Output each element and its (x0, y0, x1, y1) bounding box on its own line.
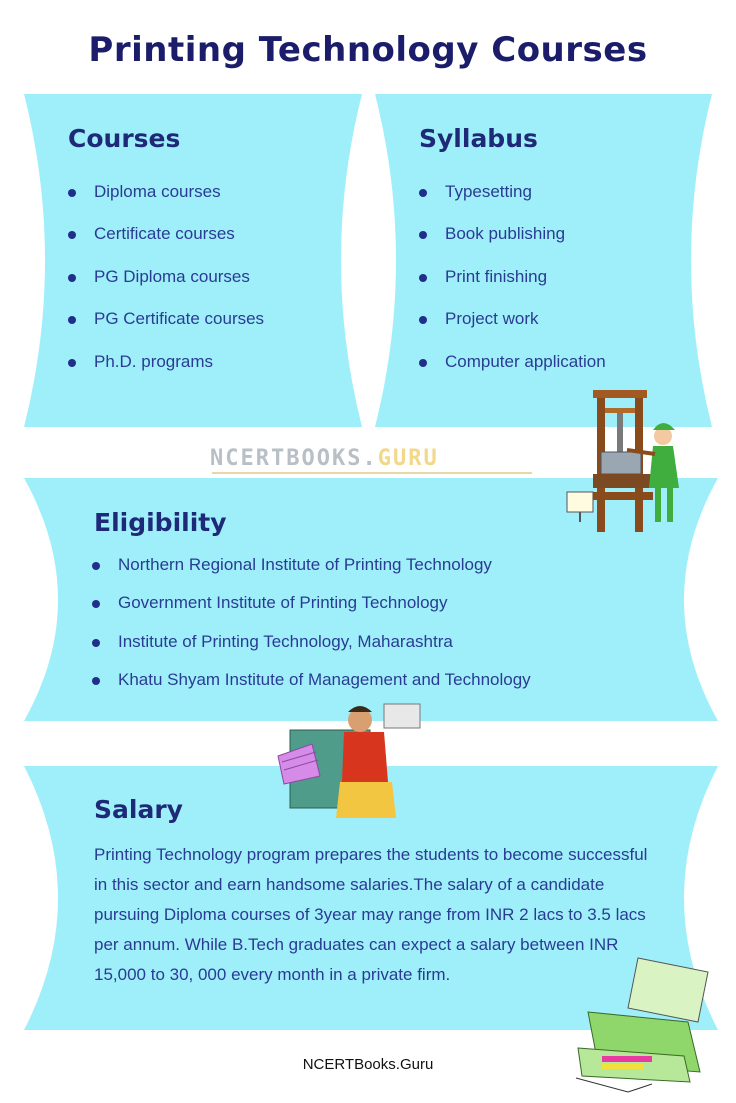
list-item: Khatu Shyam Institute of Management and Technology (92, 670, 531, 690)
printer-worker-illustration (276, 698, 426, 823)
courses-heading: Courses (68, 124, 181, 153)
bullet-icon (68, 231, 76, 239)
printing-press-illustration (565, 388, 695, 538)
list-item: Institute of Printing Technology, Maharashtra (92, 632, 531, 652)
salary-heading: Salary (94, 795, 183, 824)
salary-description: Printing Technology program prepares the students to become successful in this sector and earn handsome salaries.The salary of a candidate pursuing Diploma courses of 3year may range from INR 2 lacs to 3.5 lacs per annum. While B.Tech graduates can expect a salary between INR 15,000 to 30, 000 every month in a private firm. (94, 845, 648, 984)
bullet-icon (419, 189, 427, 197)
list-item: Government Institute of Printing Technology (92, 593, 531, 613)
bullet-icon (68, 189, 76, 197)
syllabus-list (419, 182, 606, 394)
watermark-underline (212, 472, 532, 474)
bullet-icon (92, 562, 100, 570)
bullet-icon (68, 274, 76, 282)
bullet-icon (68, 316, 76, 324)
list-item: Northern Regional Institute of Printing Technology (92, 555, 531, 575)
eligibility-heading: Eligibility (94, 508, 227, 537)
bullet-icon (92, 639, 100, 647)
bullet-icon (92, 600, 100, 608)
list-item: Computer application (419, 352, 606, 372)
courses-list (68, 182, 264, 394)
list-item: PG Diploma courses (68, 267, 264, 287)
list-item: Typesetting (419, 182, 606, 202)
page-title: Printing Technology Courses (88, 30, 648, 70)
bullet-icon (92, 677, 100, 685)
watermark: NCERTBOOKS.GURU (210, 446, 439, 471)
list-item: Project work (419, 309, 606, 329)
list-item: Book publishing (419, 224, 606, 244)
eligibility-list (92, 555, 531, 709)
desktop-printer-illustration (568, 952, 718, 1098)
bullet-icon (419, 359, 427, 367)
footer-site-name: NCERTBooks.Guru (302, 1056, 434, 1073)
syllabus-heading: Syllabus (419, 124, 538, 153)
bullet-icon (419, 316, 427, 324)
list-item: Print finishing (419, 267, 606, 287)
list-item: Certificate courses (68, 224, 264, 244)
list-item: Diploma courses (68, 182, 264, 202)
list-item: PG Certificate courses (68, 309, 264, 329)
bullet-icon (419, 231, 427, 239)
list-item: Ph.D. programs (68, 352, 264, 372)
bullet-icon (68, 359, 76, 367)
bullet-icon (419, 274, 427, 282)
